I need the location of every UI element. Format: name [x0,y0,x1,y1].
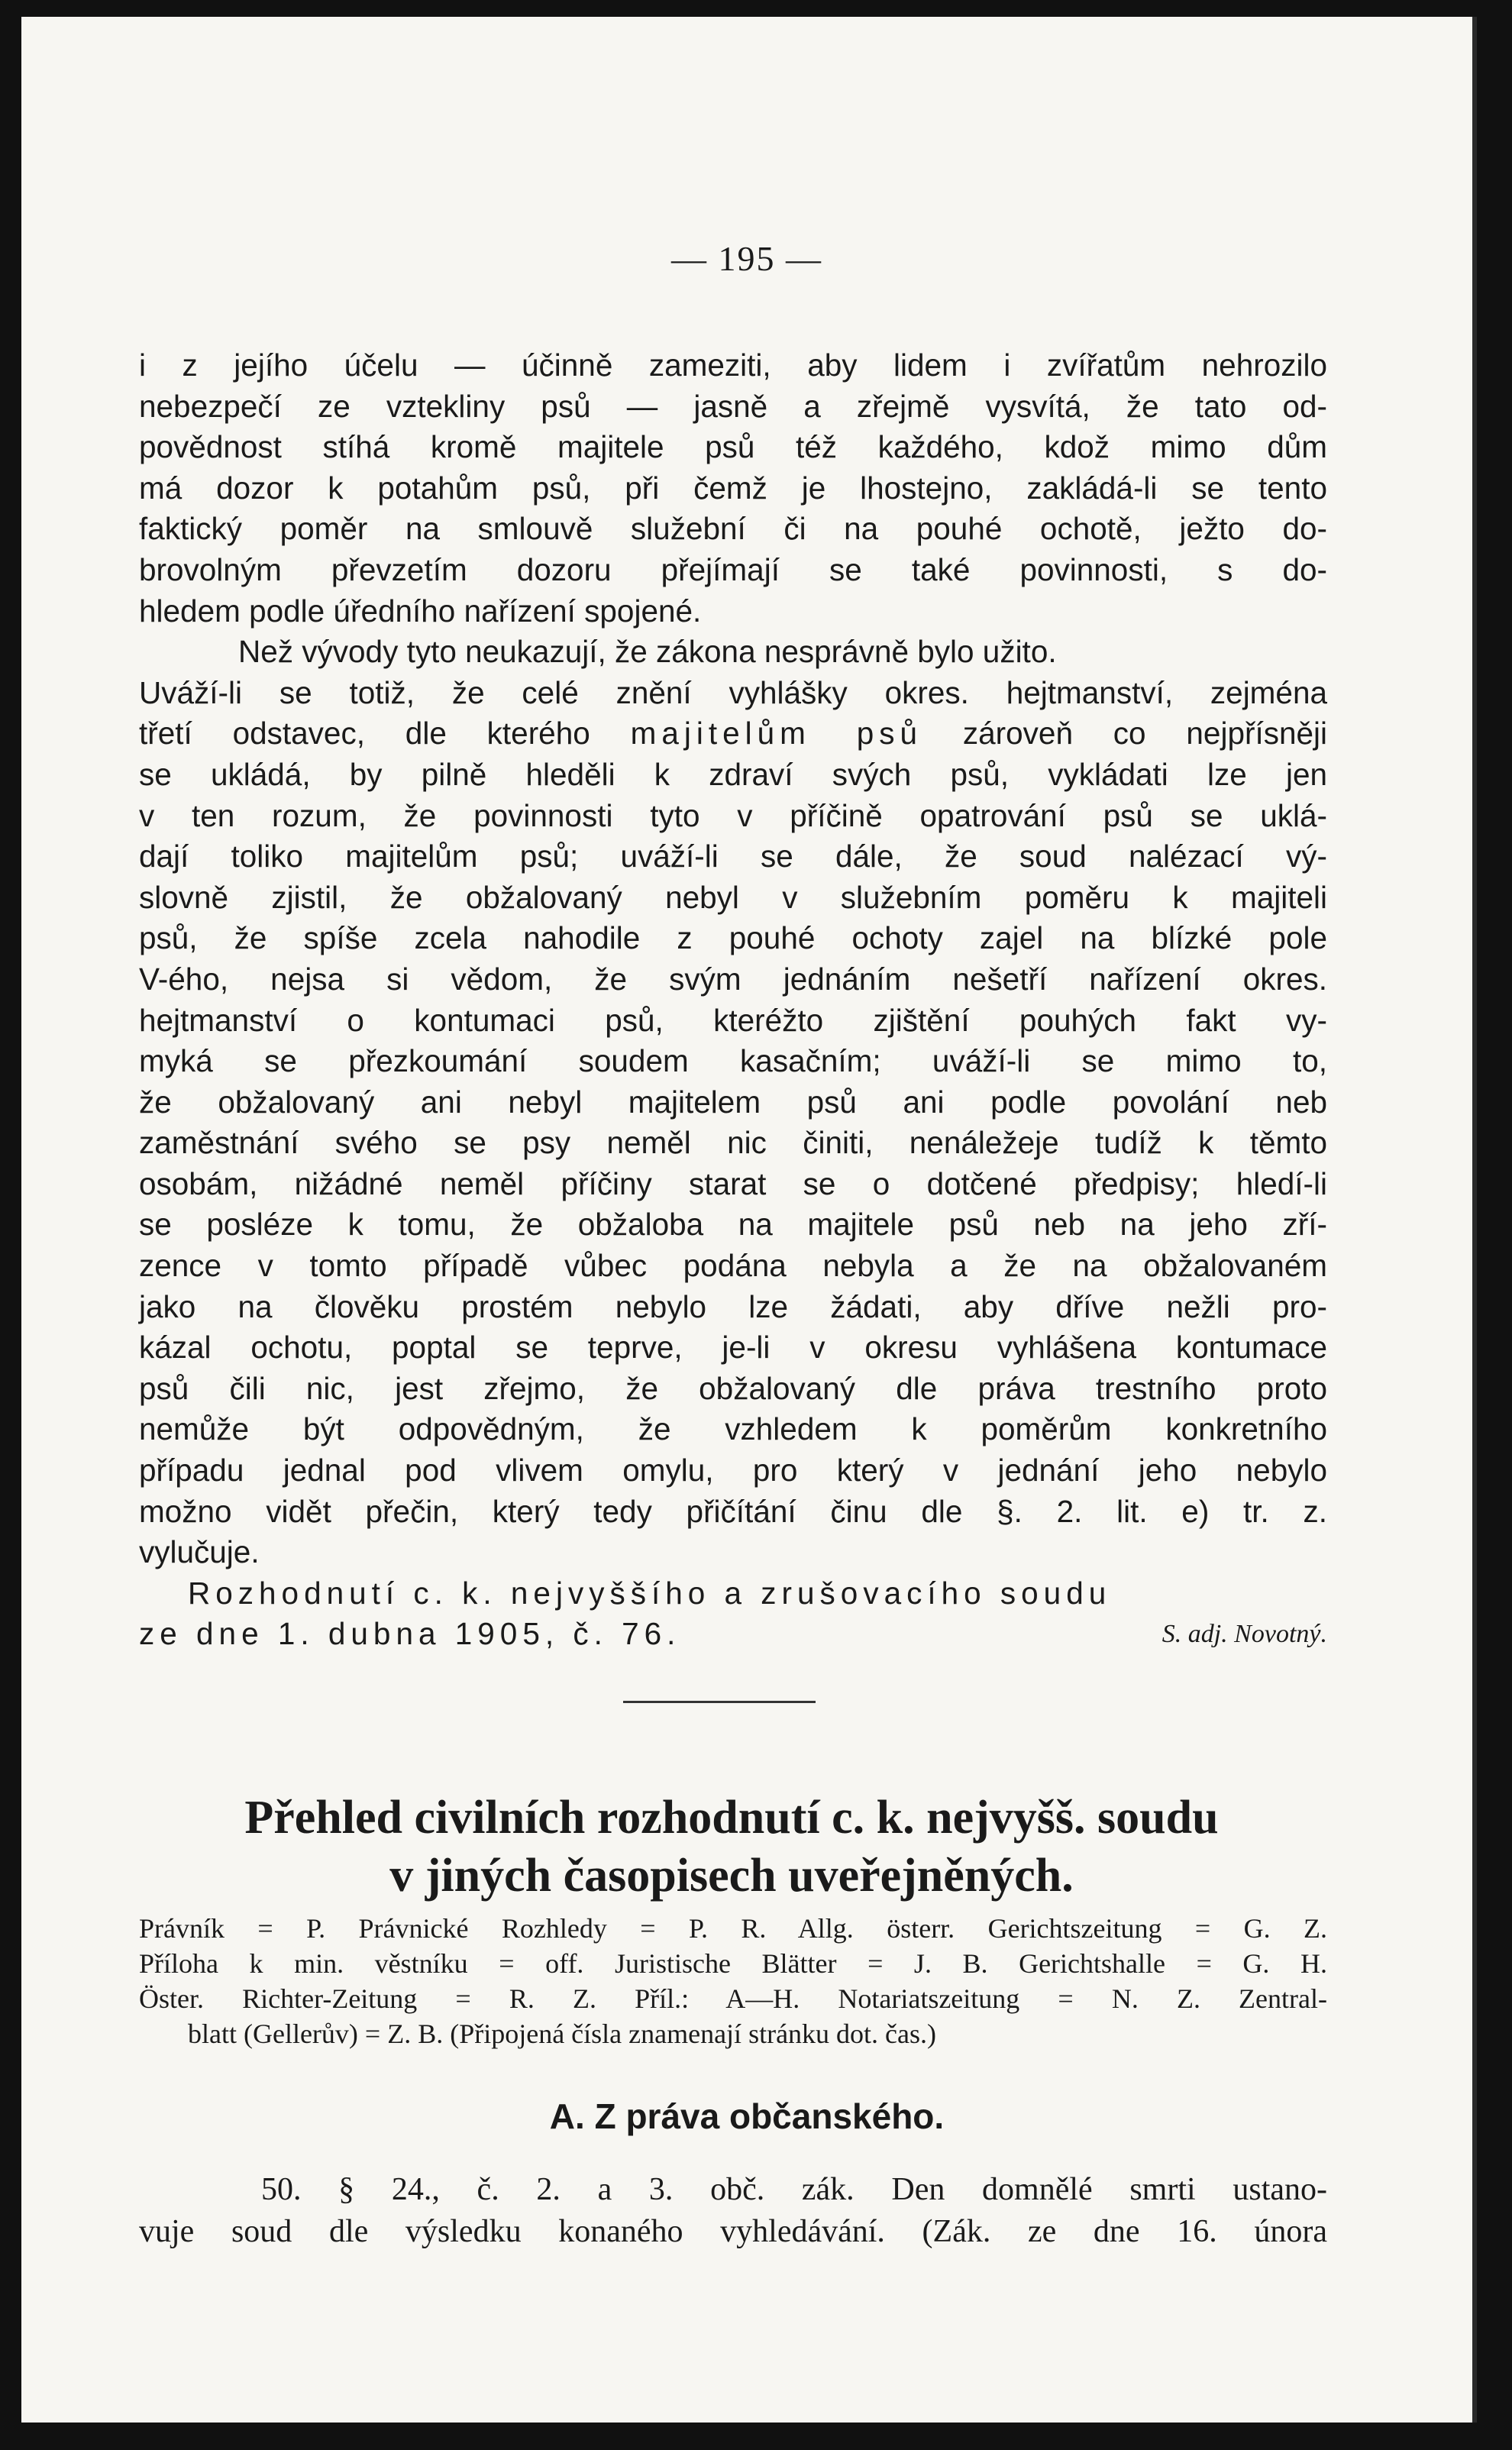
text-line: osobám, nižádné neměl příčiny starat se o dotčené předpisy; hledí-li [139,1165,1327,1201]
text-line: případu jednal pod vlivem omylu, pro který v jednání jeho nebylo [139,1453,1327,1488]
text-line: brovolným převzetím dozoru přejímají se také povinnosti, s do- [139,551,1327,587]
text-line: nemůže být odpovědným, že vzhledem k poměrům konkretního [139,1411,1327,1447]
abbreviation-list [139,1911,1327,2051]
decision-date: ze dne 1. dubna 1905, č. 76. [139,1616,681,1652]
text-line: hejtmanství o kontumaci psů, kteréžto zjištění pouhých fakt vy- [139,1002,1327,1038]
case-entry [139,2169,1327,2253]
abbreviation-line: blatt (Gellerův) = Z. B. (Připojená čísla znamenají stránku dot. čas.) [188,2019,936,2049]
text-line: nebezpečí ze vztekliny psů — jasně a zřejmě vysvítá, že tato od- [139,388,1327,424]
decision-line: Rozhodnutí c. k. nejvyššího a zrušovacího soudu [188,1575,1112,1611]
text-line: myká se přezkoumání soudem kasačním; uváží-li se mimo to, [139,1043,1327,1079]
text-line: i z jejího účelu — účinně zameziti, aby lidem i zvířatům nehrozilo [139,347,1327,383]
text-line: možno vidět přečin, který tedy přičítání činu dle §. 2. lit. e) tr. z. [139,1493,1327,1529]
text-line: psů, že spíše zcela nahodile z pouhé ochoty zajel na blízké pole [139,920,1327,956]
text-line: zence v tomto případě vůbec podána nebyla a že na obžalovaném [139,1248,1327,1284]
text-line: povědnost stíhá kromě majitele psů též každého, kdož mimo dům [139,429,1327,465]
abbreviation-line: Právník = P. Právnické Rozhledy = P. R. Allg. österr. Gerichtszeitung = G. Z. [139,1913,1327,1944]
text-line: V-ého, nejsa si vědom, že svým jednáním nešetří nařízení okres. [139,961,1327,997]
text-line: 50. § 24., č. 2. a 3. obč. zák. Den domnělé smrti ustano- [261,2172,1327,2207]
section-heading [136,1789,1327,1905]
text-line: psů čili nic, jest zřejmo, že obžalovaný dle práva trestního proto [139,1370,1327,1406]
text-line: má dozor k potahům psů, při čemž je lhostejno, zakládá-li se tento [139,470,1327,506]
text-line: třetí odstavec, dle kterého majitelům psů zároveň co nejpřísněji [139,716,1328,751]
emphasis-text: majitelům psů [630,716,923,751]
document-page [21,17,1477,2423]
abbreviation-line: Příloha k min. věstníku = off. Juristische Blätter = J. B. Gerichtshalle = G. H. [139,1948,1327,1979]
text-line: slovně zjistil, že obžalovaný nebyl v služebním poměru k majiteli [139,879,1327,915]
text-line: že obžalovaný ani nebyl majitelem psů ani podle povolání neb [139,1084,1327,1120]
heading-line: v jiných časopisech uveřejněných. [389,1850,1074,1902]
abbreviation-line: Öster. Richter-Zeitung = R. Z. Příl.: A—H. Notariatszeitung = N. Z. Zentral- [139,1983,1327,2014]
heading-line: Přehled civilních rozhodnutí c. k. nejvyšš. soudu [244,1792,1219,1844]
text-line: faktický poměr na smlouvě služební či na pouhé ochotě, ježto do- [139,511,1327,547]
text-line: Než vývody tyto neukazují, že zákona nesprávně bylo užito. [238,634,1057,670]
page-number: — 195 — [671,239,822,278]
decision-citation [139,1614,1327,1655]
section-divider [623,1701,816,1703]
text-line: vuje soud dle výsledku konaného vyhledávání. (Zák. ze dne 16. února [139,2214,1327,2249]
text-line: hledem podle úředního nařízení spojené. [139,593,702,629]
text-line: zaměstnání svého se psy neměl nic činiti, nenáležeje tudíž k těmto [139,1125,1327,1161]
text-line: se ukládá, by pilně hleděli k zdraví svých psů, vykládati lze jen [139,756,1327,792]
text-line: kázal ochotu, poptal se teprve, je-li v okresu vyhlášena kontumace [139,1330,1327,1366]
text-line: Uváží-li se totiž, že celé znění vyhlášky okres. hejtmanství, zejména [139,674,1327,710]
text-line: v ten rozum, že povinnosti tyto v příčině opatrování psů se uklá- [139,797,1327,833]
text-line: se posléze k tomu, že obžaloba na majitele psů neb na jeho zří- [139,1207,1327,1243]
text-line: dají toliko majitelům psů; uváží-li se dále, že soud nalézací vý- [139,839,1327,874]
body-text [139,345,1327,1655]
text-line: jako na člověku prostém nebylo lze žádati, aby dříve nežli pro- [139,1288,1327,1324]
text-line: vylučuje. [139,1534,260,1570]
subsection-title: A. Z práva občanského. [549,2096,945,2136]
signature: S. adj. Novotný. [1161,1620,1327,1649]
